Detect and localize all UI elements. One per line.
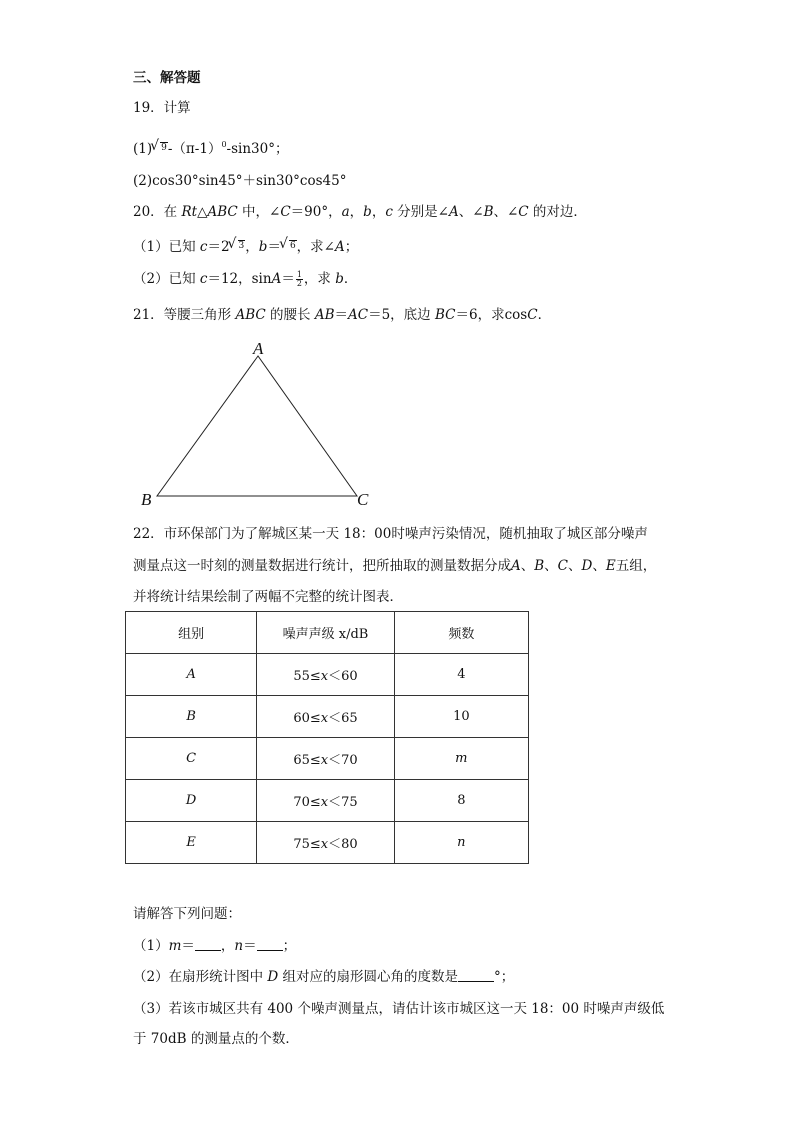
header-group: 组别 <box>126 612 257 654</box>
triangle-abc <box>157 356 357 496</box>
cell-freq: 4 <box>394 654 528 696</box>
cell-freq: 10 <box>394 696 528 738</box>
cell-group: C <box>126 738 257 780</box>
q19-title: 19．计算 <box>133 100 191 116</box>
fraction: $\frac{1}{2}$ <box>296 270 302 288</box>
cell-range: 70≤x＜75 <box>257 780 394 822</box>
answer-blank[interactable] <box>195 938 221 951</box>
q19-exponent: 0 <box>221 140 227 149</box>
table-header-row <box>126 612 529 654</box>
vertex-label-b: B <box>141 490 152 509</box>
q20-part1: （1）已知 c＝2√ $^3$，b＝√ $^6$，求∠A； <box>133 237 358 256</box>
q19-part1-mid: -（π-1） <box>167 141 222 157</box>
cell-freq: 8 <box>394 780 528 822</box>
q22-sub3-line2: 于 70dB 的测量点的个数． <box>133 1031 299 1047</box>
cell-group: D <box>126 780 257 822</box>
sqrt-symbol <box>152 139 168 158</box>
section-title: 三、解答题 <box>133 70 201 86</box>
cell-range: 60≤x＜65 <box>257 696 394 738</box>
cell-range: 55≤x＜60 <box>257 654 394 696</box>
q19-part1-post: -sin30°； <box>226 141 289 157</box>
q19-part1 <box>133 136 288 158</box>
q22-sub1: （1）m＝ ，n＝ ； <box>133 938 297 954</box>
table-row <box>126 654 529 696</box>
answer-blank[interactable] <box>458 969 494 982</box>
cell-range: 65≤x＜70 <box>257 738 394 780</box>
q19-part1-prefix: (1) <box>133 141 153 157</box>
table-row <box>126 822 529 864</box>
q22-line2: 测量点这一时刻的测量数据进行统计，把所抽取的测量数据分成A、B、C、D、E五组， <box>133 558 657 574</box>
cell-range: 75≤x＜80 <box>257 822 394 864</box>
q20-head: 20．在 Rt△ABC 中，∠C＝90°，a，b，c 分别是∠A、∠B、∠C 的对边． <box>133 204 587 220</box>
q22-line3: 并将统计结果绘制了两幅不完整的统计图表． <box>133 589 403 605</box>
table-row <box>126 696 529 738</box>
cell-group: A <box>126 654 257 696</box>
q22-sub2: （2）在扇形统计图中 D 组对应的扇形圆心角的度数是 °； <box>133 969 515 985</box>
q19-part2: (2)cos30°sin45°＋sin30°cos45° <box>133 173 347 189</box>
header-freq: 频数 <box>394 612 528 654</box>
q21-head: 21．等腰三角形 ABC 的腰长 AB＝AC＝5，底边 BC＝6，求cosC． <box>133 307 552 323</box>
q19-radicand: 9 <box>161 143 167 153</box>
cell-freq: m <box>394 738 528 780</box>
header-level: 噪声声级 x/dB <box>257 612 394 654</box>
triangle-figure <box>135 338 385 510</box>
table-row <box>126 738 529 780</box>
vertex-label-a: A <box>253 339 264 358</box>
cell-group: E <box>126 822 257 864</box>
sqrt-symbol: √ $^6$ <box>281 237 297 256</box>
cell-group: B <box>126 696 257 738</box>
q22-line1: 22．市环保部门为了解城区某一天 18：00时噪声污染情况，随机抽取了城区部分噪声 <box>133 526 648 542</box>
q20-part2: （2）已知 c＝12，sinA＝ $\frac{1}{2}$ ，求 b． <box>133 270 358 288</box>
q22-sub3-line1: （3）若该市城区共有 400 个噪声测量点，请估计该市城区这一天 18：00 时噪声声级低 <box>133 1001 665 1017</box>
answer-blank[interactable] <box>257 938 283 951</box>
noise-table <box>125 611 529 864</box>
q22-ask: 请解答下列问题： <box>133 906 241 922</box>
table-row <box>126 780 529 822</box>
vertex-label-c: C <box>357 490 369 509</box>
sqrt-symbol: √ $^3$ <box>230 237 246 256</box>
cell-freq: n <box>394 822 528 864</box>
